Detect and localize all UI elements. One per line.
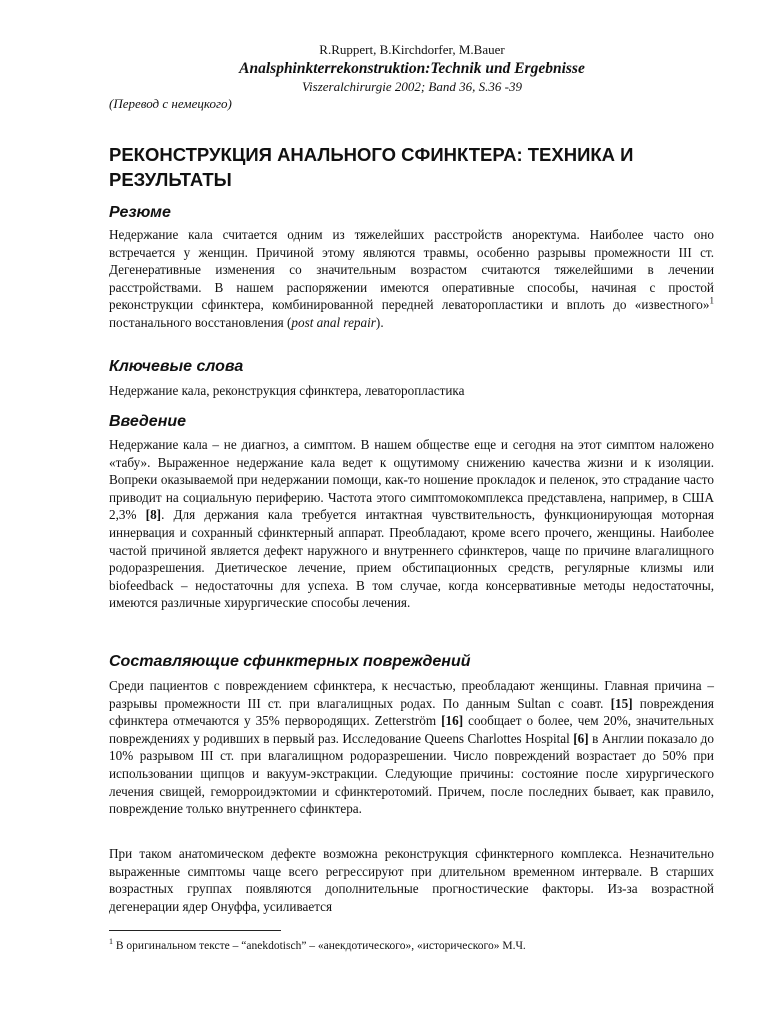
footnote-mark: 1 (109, 937, 113, 947)
components-text-a: Среди пациентов с повреждением сфинктера, к несчастью, преобладают женщины. Главная причина – разрывы промежности III ст. при влагалищных родах. По данным Sultan с соавт. (109, 678, 714, 711)
citation-ref-16: [16] (441, 713, 464, 729)
footnote (109, 937, 526, 952)
resume-text-after: постанального восстановления ( (109, 314, 292, 330)
resume-italic-term: post anal repair (291, 314, 376, 330)
intro-paragraph (109, 436, 714, 612)
translation-note: (Перевод с немецкого) (109, 96, 232, 111)
resume-text: Недержание кала считается одним из тяжелейших расстройств аноректума. Наиболее часто оно встречается у женщин. Причиной этому являются травмы, особенно разрывы промежности III ст. Дегенеративные изменения со значительным возрастом считаются тяжелейшими в лечении расстройствами. В нашем распоряжении имеются оперативные способы, начиная с простой реконструкции сфинктера, комбинированной передней леваторопластики и вплоть до «известного» (109, 227, 714, 313)
resume-paragraph (109, 226, 714, 332)
components-paragraph-2: При таком анатомическом дефекте возможна реконструкция сфинктерного комплекса. Незначительно выраженные симптомы чаще всего регрессируют при длительном временном интервале. В старших возрастных группах появляются дополнительные прогностические факторы. Из-за возрастной дегенерации ядер Онуффа, усиливается (109, 846, 714, 914)
keywords-text: Недержание кала, реконструкция сфинктера, леваторопластика (109, 383, 465, 398)
components-text-d: в Англии показало до 10% разрывом III ст. при влагалищном родоразрешении. Число повреждений возрастает до 50% при использовании щипцов и вакуум-экстракции. Следующие причины: состояние после хирургического лечения свищей, геморроидэктомии и сфинктеротомий. Причем, после последних бывает, как правило, повреждение только внутреннего сфинктера. (109, 730, 714, 817)
intro-heading: Введение (109, 413, 187, 430)
components-paragraph-1 (109, 677, 714, 818)
citation-ref-15: [15] (610, 695, 633, 711)
footnote-divider (109, 930, 281, 931)
components-text-b: повреждения сфинктера отмечаются у 35% первородящих. Zetterström (109, 695, 714, 729)
intro-text-b: . Для держания кала требуется интактная чувствительность, функционирующая моторная иннервация и сохранный сфинктерный аппарат. Преобладают, кроме всего прочего, женщины. Наиболее частой причиной является дефект наружного и внутреннего сфинктеров, чаще по причине влагалищного родоразрешения. Диетическое лечение, прием обстипационных средств, регулярные клизмы или biofeedback – недостаточны для успеха. В том случае, когда консервативные методы недостаточны, имеются различные хирургические способы лечения. (109, 507, 714, 611)
citation-ref-6: [6] (573, 730, 589, 746)
footnote-text: В оригинальном тексте – “anekdotisch” – «анекдотического», «исторического» М.Ч. (115, 940, 526, 952)
components-text-c: сообщает о более, чем 20%, значительных повреждениях у родивших в первый раз. Исследование Queens Charlottes Hospital (109, 713, 714, 746)
resume-heading: Резюме (109, 204, 171, 221)
original-title: Analsphinkterrekonstruktion:Technik und Ergebnisse (239, 60, 585, 77)
citation-ref-8: [8] (145, 507, 162, 523)
intro-text-a: Недержание кала – не диагноз, а симптом. В нашем обществе еще и сегодня на этот симптом наложено «табу». Выраженное недержание кала ведет к ощутимому снижению качества жизни и к изоляции. Вопреки оказываемой при недержании помощи, как-то ношение прокладок и пеленок, это страдание часто приводит на социальную периферию. Частота этого симптомокомплекса представлена, например, в США 2,3% (109, 437, 714, 523)
resume-text-end: ). (375, 314, 384, 330)
page-title: РЕКОНСТРУКЦИЯ АНАЛЬНОГО СФИНКТЕРА: ТЕХНИКА И РЕЗУЛЬТАТЫ (109, 144, 634, 190)
keywords-heading: Ключевые слова (109, 358, 244, 375)
journal-citation: Viszeralchirurgie 2002; Band 36, S.36 -39 (302, 79, 522, 94)
authors: R.Ruppert, B.Kirchdorfer, M.Bauer (319, 42, 505, 57)
components-heading: Составляющие сфинктерных повреждений (109, 653, 471, 670)
footnote-reference[interactable]: 1 (709, 295, 714, 306)
